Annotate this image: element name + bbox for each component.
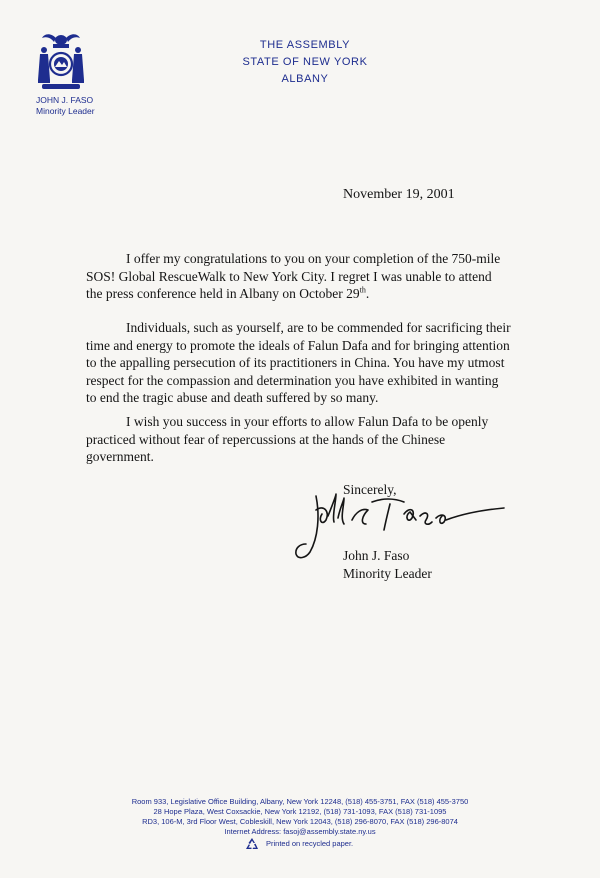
paragraph-line: respect for the compassion and determination you have exhibited in wanting	[86, 372, 499, 388]
line-text: I offer my congratulations to you on your completion of the 750-mile	[126, 251, 501, 266]
paragraph-line	[86, 285, 546, 303]
paragraph-line: to the appalling persecution of its practitioners in China. You have my utmost	[86, 355, 505, 371]
sender-title: Minority Leader	[36, 106, 95, 116]
letterhead-line-2: STATE OF NEW YORK	[242, 56, 368, 68]
paragraph-line: to end the tragic abuse and death suffered by so many.	[86, 390, 379, 406]
paragraph-line	[86, 250, 546, 268]
letterhead-line-3: ALBANY	[281, 73, 329, 85]
paragraph-line: time and energy to promote the ideals of Falun Dafa and for bringing attention	[86, 337, 510, 353]
footer-address-2: 28 Hope Plaza, West Coxsackie, New York 12192, (518) 731-1093, FAX (518) 731-1095	[153, 807, 447, 816]
paragraph-line: practiced without fear of repercussions at the hands of the Chinese	[86, 431, 446, 447]
signer-name: John J. Faso	[343, 548, 410, 563]
footer-address-3: RD3, 106-M, 3rd Floor West, Cobleskill, New York 12043, (518) 296-8070, FAX (518) 296-8074	[142, 817, 458, 826]
sender-block	[36, 95, 95, 117]
footer-address-1: Room 933, Legislative Office Building, Albany, New York 12248, (518) 455-3751, FAX (518) 455-3750	[131, 797, 469, 806]
body-paragraph-2	[86, 319, 546, 407]
sender-name: JOHN J. FASO	[36, 95, 94, 105]
line-text: .	[365, 286, 370, 302]
line-text: the press conference held in Albany on October 29	[86, 286, 360, 302]
paragraph-line: government.	[86, 449, 154, 465]
line-text: Individuals, such as yourself, are to be commended for sacrificing their	[126, 320, 511, 335]
letterhead-line-1: THE ASSEMBLY	[259, 39, 351, 51]
paragraph-line	[86, 413, 546, 431]
signer-title: Minority Leader	[343, 566, 432, 581]
recycled-paper-note: Printed on recycled paper.	[266, 839, 354, 848]
closing-salutation: Sincerely,	[343, 482, 397, 497]
state-seal-icon	[36, 30, 86, 92]
footer-internet-address: Internet Address: fasoj@assembly.state.ny.us	[224, 827, 376, 836]
paragraph-line	[86, 319, 546, 337]
superscript: th	[359, 285, 366, 295]
body-paragraph-1	[86, 250, 546, 303]
paragraph-line: SOS! Global RescueWalk to New York City. I regret I was unable to attend	[86, 268, 492, 284]
recycle-icon	[244, 837, 260, 851]
line-text: I wish you success in your efforts to allow Falun Dafa to be openly	[126, 414, 489, 429]
letter-date: November 19, 2001	[343, 187, 455, 202]
body-paragraph-3	[86, 413, 546, 466]
